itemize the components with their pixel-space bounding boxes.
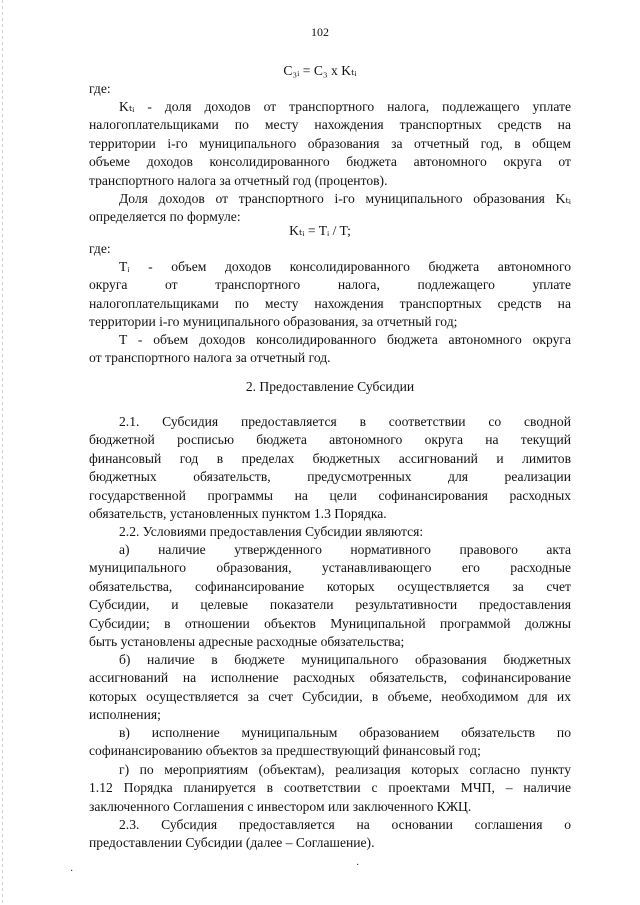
- paragraph-2-1: [89, 413, 571, 523]
- text-line: а) наличие утвержденного нормативного правового акта: [119, 542, 571, 557]
- text-line: Субсидии; в отношении объектов Муниципальной программой должны: [89, 615, 571, 631]
- text-line: ассигнований на исполнение расходных обязательств, софинансирование: [89, 670, 571, 686]
- text-line: заключенного Соглашения с инвестором или заключенного КЖЦ.: [89, 798, 472, 814]
- text-line: финансовый год в пределах бюджетных ассигнований и лимитов: [89, 450, 571, 466]
- text-line: государственной программы на цели софинансирования расходных: [89, 487, 571, 503]
- scan-dot-right: ·: [356, 860, 360, 871]
- paragraph-ti-definition: [89, 258, 571, 332]
- text-line: округа от транспортного налога, подлежащего уплате: [89, 277, 571, 293]
- paragraph-kti-definition: [89, 98, 571, 190]
- paragraph-2-3: [89, 816, 571, 853]
- scan-dot-left: ·: [70, 866, 74, 877]
- text-line: 1.12 Порядка планируется в соответствии с проектами МЧП, – наличие: [89, 780, 571, 796]
- text-line: предоставлении Субсидии (далее – Соглашение).: [89, 835, 375, 851]
- text-line: 2.3. Субсидия предоставляется на основании соглашения о: [119, 817, 571, 832]
- text-line: быть установлены адресные расходные обязательства;: [89, 634, 405, 650]
- text-line: определяется по формуле:: [89, 209, 241, 225]
- text-line: налогоплательщиками по месту нахождения транспортных средств на: [89, 295, 571, 311]
- text-line: обязательства, софинансирование которых осуществляется за счет: [89, 578, 571, 594]
- where-label-1: где:: [89, 81, 111, 96]
- page-number: 102: [311, 25, 329, 39]
- text-line: налогоплательщиками по месту нахождения транспортных средств на: [89, 117, 571, 133]
- paragraph-t-definition: [89, 331, 571, 368]
- text-line: бюджетной росписью бюджета автономного округа на текущий: [89, 432, 571, 448]
- paragraph-item-a: [89, 541, 571, 651]
- paragraph-item-b: [89, 651, 571, 725]
- text-line: Kₜᵢ - доля доходов от транспортного налога, подлежащего уплате: [119, 99, 571, 114]
- text-line: транспортного налога за отчетный год (процентов).: [89, 172, 388, 188]
- text-line: б) наличие в бюджете муниципального образования бюджетных: [119, 652, 571, 667]
- text-line: исполнения;: [89, 707, 161, 723]
- text-line: от транспортного налога за отчетный год.: [89, 350, 331, 366]
- text-line: 2.2. Условиями предоставления Субсидии являются:: [119, 524, 424, 539]
- paragraph-2-2: [89, 523, 571, 541]
- text-line: территории i-го муниципального образования за отчетный год, в общем: [89, 135, 571, 151]
- where-label-2: где:: [89, 241, 111, 256]
- formula-kti: Kₜᵢ = Tᵢ / T;: [289, 223, 351, 238]
- text-line: 2.1. Субсидия предоставляется в соответствии со сводной: [119, 414, 571, 429]
- text-line: софинансированию объектов за предшествующий финансовый год;: [89, 743, 481, 759]
- text-line: Субсидии, и целевые показатели результативности предоставления: [89, 597, 571, 613]
- text-line: территории i-го муниципального образования, за отчетный год;: [89, 314, 458, 330]
- text-line: T - объем доходов консолидированного бюджета автономного округа: [119, 332, 571, 347]
- page-edge: [2, 0, 3, 905]
- paragraph-item-v: [89, 724, 571, 761]
- text-line: Доля доходов от транспортного i-го муниципального образования Kₜᵢ: [119, 191, 571, 206]
- text-line: обязательств, установленных пунктом 1.3 Порядка.: [89, 506, 387, 522]
- text-line: в) исполнение муниципальным образованием обязательств по: [119, 725, 571, 740]
- text-line: г) по мероприятиям (объектам), реализация которых согласно пункту: [119, 762, 571, 777]
- formula-c3i: C₃ᵢ = C₃ x Kₜᵢ: [283, 63, 357, 78]
- text-line: которых осуществляется за счет Субсидии, в объеме, необходимом для их: [89, 688, 571, 704]
- text-line: объеме доходов консолидированного бюджета автономного округа от: [89, 154, 571, 170]
- paragraph-item-g: [89, 761, 571, 816]
- text-line: муниципального образования, устанавливающего его расходные: [89, 560, 571, 576]
- section-title: 2. Предоставление Субсидии: [245, 379, 415, 394]
- text-line: бюджетных обязательств, предусмотренных для реализации: [89, 469, 571, 485]
- text-line: Tᵢ - объем доходов консолидированного бюджета автономного: [119, 259, 571, 274]
